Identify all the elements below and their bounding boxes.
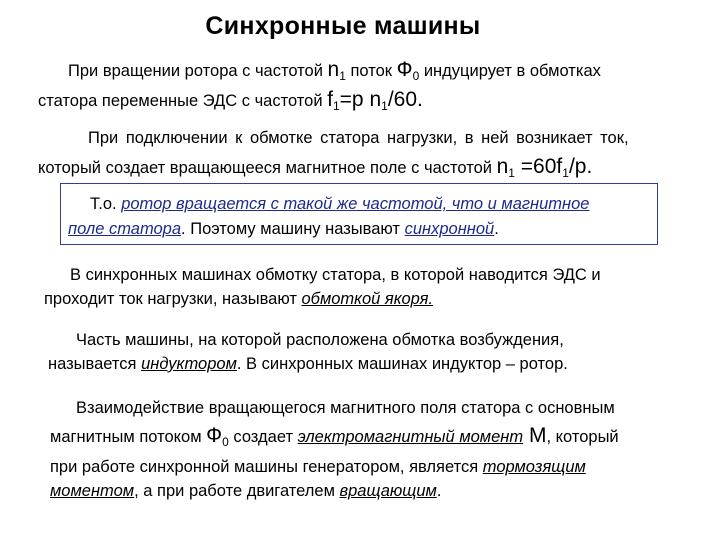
text-segment: , который (546, 428, 619, 446)
text-segment: создает (228, 428, 298, 446)
subscript: 1 (332, 99, 340, 113)
text-segment: при работе синхронной машины генератором, является (50, 458, 483, 476)
conclusion-line-1 (90, 194, 589, 214)
paragraph-load-line-2 (38, 157, 592, 183)
conclusion-line-2 (68, 219, 499, 239)
subscript: 0 (222, 435, 229, 449)
symbol-phi: Ф (206, 424, 223, 447)
text-segment: . (436, 482, 442, 500)
paragraph-rotor-rotation-line-2 (38, 90, 423, 116)
formula-part: =p n (339, 88, 382, 111)
paragraph-torque-line-2 (50, 426, 619, 452)
underlined-term: поле статора (68, 220, 182, 238)
underlined-term-armature: обмоткой якоря. (301, 290, 434, 308)
text-segment: Т.о. (90, 195, 122, 213)
underlined-term-synchronous: синхронной (404, 220, 495, 238)
subscript: 0 (412, 69, 420, 83)
underlined-term-inductor: индуктором (141, 355, 237, 373)
paragraph-inductor-line-1 (76, 330, 564, 350)
text-segment: магнитным потоком (50, 428, 207, 446)
text-segment: . Поэтому машину называют (181, 220, 405, 238)
text-segment: При подключении к обмотке статора нагрузки, в ней возникает ток, (88, 129, 629, 147)
underlined-term-torque: электромагнитный момент (297, 428, 524, 446)
text-segment: поток (345, 62, 397, 80)
text-segment: который создает вращающееся магнитное поле с частотой (38, 159, 497, 177)
subscript: 1 (562, 166, 569, 180)
text-segment: . В синхронных машинах индуктор – ротор. (236, 355, 568, 373)
paragraph-armature-line-2 (44, 289, 433, 309)
paragraph-armature-line-1 (70, 265, 601, 285)
paragraph-rotor-rotation-line-1 (68, 60, 601, 86)
paragraph-torque-line-4 (50, 481, 441, 501)
paragraph-load-line-1 (88, 128, 629, 148)
subscript: 1 (381, 99, 388, 113)
text-segment: Взаимодействие вращающегося магнитного поля статора с основным (76, 399, 615, 417)
subscript: 1 (339, 69, 346, 83)
symbol-phi: Ф (396, 58, 413, 81)
symbol-n: n (327, 58, 340, 81)
underlined-term-braking: тормозящим (482, 458, 586, 476)
paragraph-inductor-line-2 (48, 354, 568, 374)
underlined-term: ротор вращается с такой же частотой, что и магнитное (121, 195, 590, 213)
formula-part: =60f (514, 155, 563, 178)
paragraph-torque-line-3 (50, 457, 586, 477)
paragraph-torque-line-1 (76, 398, 615, 418)
symbol-n: n (496, 155, 509, 178)
symbol-m: М (523, 424, 547, 447)
page-title: Синхронные машины (205, 12, 481, 40)
formula-part: /p. (568, 155, 593, 178)
text-segment: . (494, 220, 499, 238)
text-segment: Часть машины, на которой расположена обмотка возбуждения, (76, 331, 564, 349)
subscript: 1 (508, 166, 515, 180)
text-segment: При вращении ротора с частотой (68, 62, 328, 80)
underlined-term-moment: моментом (50, 482, 135, 500)
text-segment: называется (48, 355, 142, 373)
symbol-f: f (327, 88, 333, 111)
text-segment: В синхронных машинах обмотку статора, в которой наводится ЭДС и (70, 266, 601, 284)
text-segment: проходит ток нагрузки, называют (44, 290, 302, 308)
text-segment: индуцирует в обмотках (419, 62, 601, 80)
formula-part: /60. (387, 88, 423, 111)
text-segment: статора переменные ЭДС с частотой (38, 92, 328, 110)
underlined-term-rotating: вращающим (339, 482, 437, 500)
text-segment: , а при работе двигателем (134, 482, 340, 500)
